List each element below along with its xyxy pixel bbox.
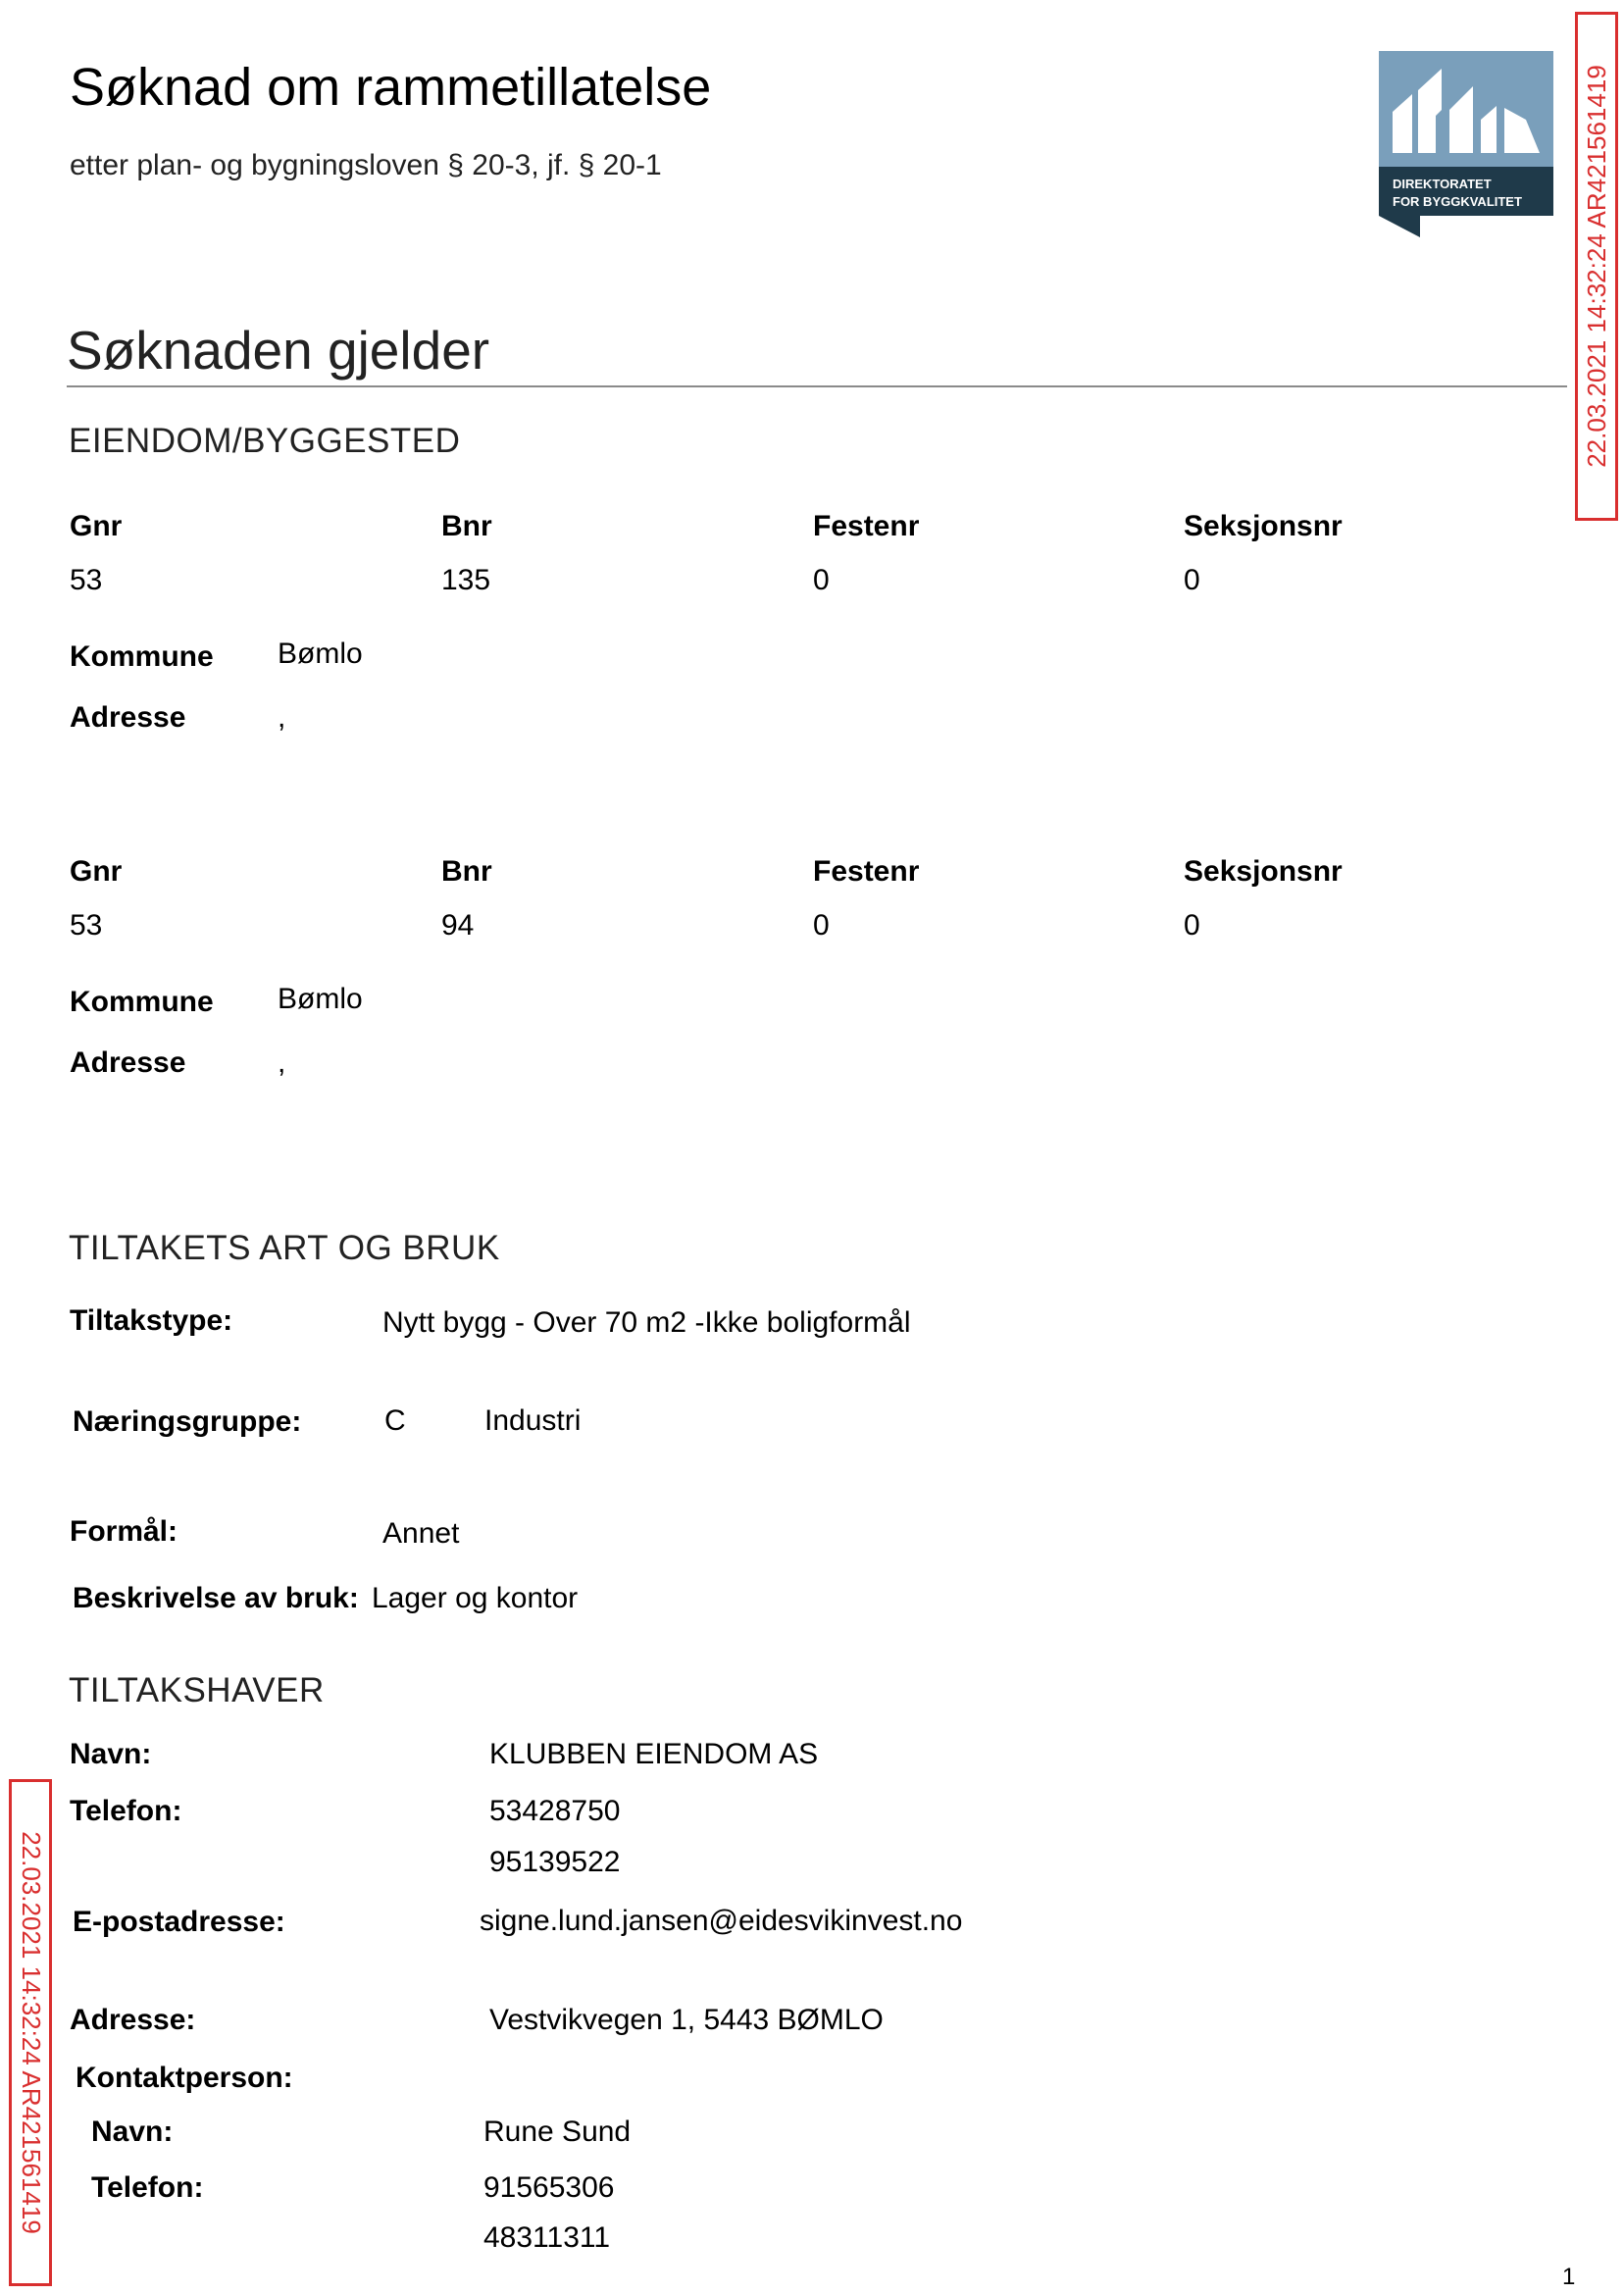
festenr-label: Festenr — [813, 855, 920, 888]
registration-stamp-side — [9, 1779, 52, 2286]
document-subtitle: etter plan- og bygningsloven § 20-3, jf. § 20-1 — [70, 149, 662, 181]
adresse-label: Adresse — [70, 701, 186, 734]
page-number: 1 — [1562, 2264, 1576, 2290]
kontakt-telefon-value: 48311311 — [483, 2221, 611, 2254]
adresse-label: Adresse — [70, 1046, 186, 1079]
logo-text-line1: DIREKTORATET — [1393, 177, 1492, 191]
kommune-value: Bømlo — [278, 637, 363, 670]
adresse-value: , — [278, 701, 286, 734]
naeringsgruppe-code: C — [384, 1404, 406, 1437]
navn-value: KLUBBEN EIENDOM AS — [489, 1738, 819, 1770]
beskrivelse-label: Beskrivelse av bruk: — [73, 1582, 359, 1614]
festenr-value: 0 — [813, 909, 830, 942]
bnr-value: 94 — [441, 909, 475, 942]
registration-stamp-top — [1575, 12, 1618, 521]
bnr-value: 135 — [441, 564, 491, 596]
kontakt-telefon-value: 91565306 — [483, 2171, 615, 2204]
seksjonsnr-label: Seksjonsnr — [1184, 855, 1343, 888]
gnr-value: 53 — [70, 564, 103, 596]
navn-label: Navn: — [70, 1738, 152, 1770]
telefon-value: 53428750 — [489, 1795, 621, 1827]
telefon-label: Telefon: — [70, 1795, 182, 1827]
tiltak-heading: TILTAKETS ART OG BRUK — [69, 1229, 500, 1267]
dibk-logo — [1379, 51, 1553, 243]
beskrivelse-value: Lager og kontor — [372, 1582, 579, 1614]
gnr-label: Gnr — [70, 855, 123, 888]
epost-label: E-postadresse: — [73, 1906, 285, 1938]
logo-text-line2: FOR BYGGKVALITET — [1393, 194, 1522, 209]
seksjonsnr-label: Seksjonsnr — [1184, 510, 1343, 542]
kontakt-navn-value: Rune Sund — [483, 2116, 632, 2148]
heading-divider — [67, 385, 1567, 387]
adresse-value: Vestvikvegen 1, 5443 BØMLO — [489, 2004, 884, 2036]
adresse-value: , — [278, 1046, 286, 1079]
epost-value: signe.lund.jansen@eidesvikinvest.no — [480, 1905, 963, 1937]
festenr-label: Festenr — [813, 510, 920, 542]
gnr-value: 53 — [70, 909, 103, 942]
kommune-value: Bømlo — [278, 983, 363, 1015]
tiltakstype-label: Tiltakstype: — [70, 1304, 233, 1337]
kontakt-navn-label: Navn: — [91, 2116, 174, 2148]
naeringsgruppe-label: Næringsgruppe: — [73, 1405, 302, 1438]
tiltakstype-value: Nytt bygg - Over 70 m2 -Ikke boligformål — [382, 1306, 911, 1339]
adresse-label: Adresse: — [70, 2004, 196, 2036]
seksjonsnr-value: 0 — [1184, 909, 1200, 942]
document-title: Søknad om rammetillatelse — [70, 58, 712, 117]
telefon-value: 95139522 — [489, 1846, 621, 1878]
formal-value: Annet — [382, 1517, 460, 1550]
tiltakshaver-heading: TILTAKSHAVER — [69, 1671, 325, 1709]
eiendom-heading: EIENDOM/BYGGESTED — [69, 422, 461, 460]
formal-label: Formål: — [70, 1515, 178, 1548]
kontaktperson-label: Kontaktperson: — [76, 2062, 293, 2094]
stamp-text: 22.03.2021 14:32:24 AR421561419 — [16, 1831, 46, 2234]
kontakt-telefon-label: Telefon: — [91, 2171, 204, 2204]
bnr-label: Bnr — [441, 855, 492, 888]
dibk-logo-icon — [1379, 51, 1553, 243]
section-heading: Søknaden gjelder — [67, 320, 490, 381]
naeringsgruppe-value: Industri — [484, 1404, 582, 1437]
stamp-text: 22.03.2021 14:32:24 AR421561419 — [1581, 65, 1611, 468]
gnr-label: Gnr — [70, 510, 123, 542]
festenr-value: 0 — [813, 564, 830, 596]
kommune-label: Kommune — [70, 640, 214, 673]
bnr-label: Bnr — [441, 510, 492, 542]
seksjonsnr-value: 0 — [1184, 564, 1200, 596]
kommune-label: Kommune — [70, 986, 214, 1018]
